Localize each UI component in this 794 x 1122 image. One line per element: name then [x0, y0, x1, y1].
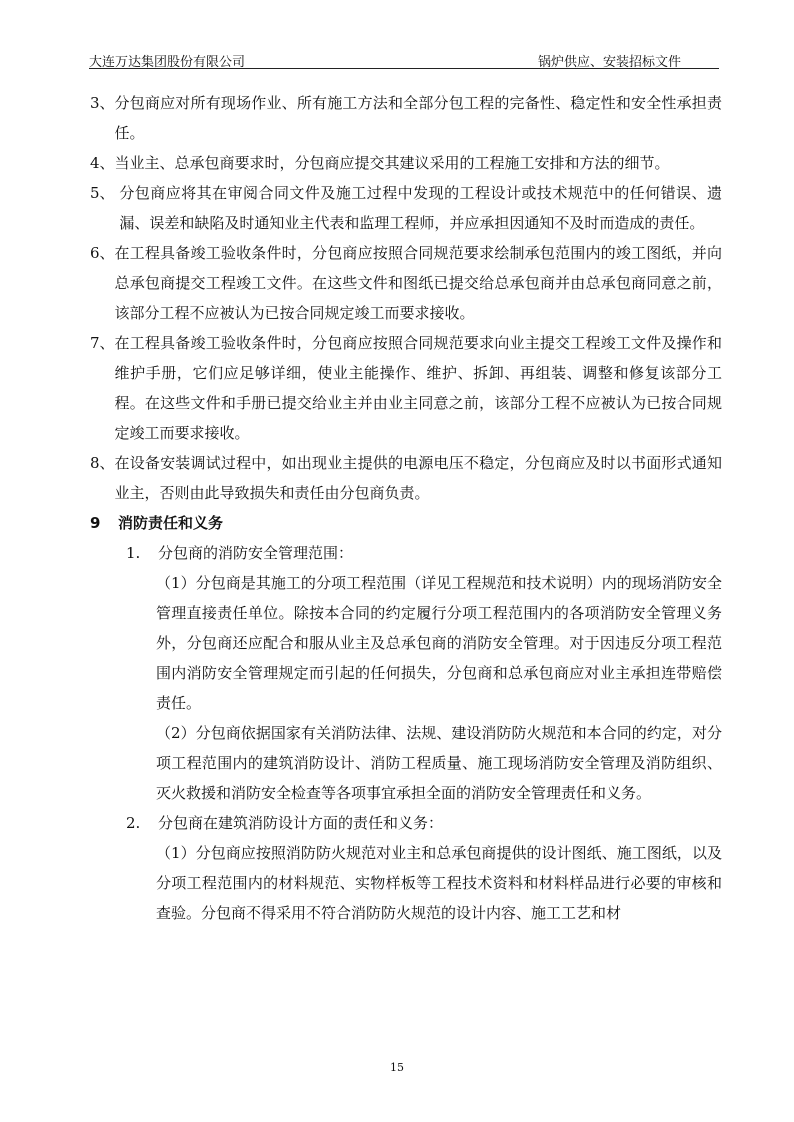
list-item	[90, 448, 722, 508]
item-text: 在工程具备竣工验收条件时，分包商应按照合同规范要求向业主提交工程竣工文件及操作和维护手册，它们应足够详细，使业主能操作、维护、拆卸、再组装、调整和修复该部分工程。在这些文件和手册已提交给业主并由业主同意之前，该部分工程不应被认为已按合同规定竣工而要求接收。	[114, 334, 722, 442]
paragraph: （2）分包商依据国家有关消防法律、法规、建设消防防火规范和本合同的约定，对分项工程范围内的建筑消防设计、消防工程质量、施工现场消防安全管理及消防组织、灭火救援和消防安全检查等各项事宜承担全面的消防安全管理责任和义务。	[156, 724, 722, 802]
item-text: 分包商应将其在审阅合同文件及施工过程中发现的工程设计或技术规范中的任何错误、遗漏、误差和缺陷及时通知业主代表和监理工程师，并应承担因通知不及时而造成的责任。	[119, 184, 722, 232]
item-number: 6、	[90, 244, 115, 262]
item-text: 分包商应对所有现场作业、所有施工方法和全部分包工程的完备性、稳定性和安全性承担责任。	[114, 94, 722, 142]
item-number: 8、	[90, 454, 115, 472]
header-divider	[89, 68, 719, 69]
section-heading	[90, 508, 722, 538]
paragraph: （1）分包商应按照消防防火规范对业主和总承包商提供的设计图纸、施工图纸，以及分项工程范围内的材料规范、实物样板等工程技术资料和材料样品进行必要的审核和查验。分包商不得采用不符合消防防火规范的设计内容、施工工艺和材	[156, 844, 722, 922]
page-number: 15	[390, 1061, 404, 1074]
section-title: 消防责任和义务	[118, 514, 224, 532]
item-number: 5、	[90, 184, 120, 202]
list-item	[90, 148, 722, 178]
list-item	[90, 328, 722, 448]
list-item	[90, 238, 722, 328]
company-name: 大连万达集团股份有限公司	[89, 55, 246, 70]
subsection-number: 2.	[126, 814, 141, 832]
item-text: 在工程具备竣工验收条件时，分包商应按照合同规范要求绘制承包范围内的竣工图纸，并向总承包商提交工程竣工文件。在这些文件和图纸已提交给总承包商并由总承包商同意之前，该部分工程不应被认为已按合同规定竣工而要求接收。	[114, 244, 722, 322]
list-item	[90, 88, 722, 148]
subsection-heading	[126, 808, 722, 838]
subsection-heading	[126, 538, 722, 568]
item-number: 3、	[90, 94, 115, 112]
subsection-title: 分包商的消防安全管理范围：	[158, 544, 354, 562]
paragraph: （1）分包商是其施工的分项工程范围（详见工程规范和技术说明）内的现场消防安全管理直接责任单位。除按本合同的约定履行分项工程范围内的各项消防安全管理义务外，分包商还应配合和服从业主及总承包商的消防安全管理。对于因违反分项工程范围内消防安全管理规定而引起的任何损失，分包商和总承包商应对业主承担连带赔偿责任。	[156, 574, 722, 712]
page-body	[90, 88, 722, 928]
item-text: 当业主、总承包商要求时，分包商应提交其建议采用的工程施工安排和方法的细节。	[114, 154, 670, 172]
item-number: 4、	[90, 154, 115, 172]
subsection-number: 1.	[126, 544, 141, 562]
subsection-title: 分包商在建筑消防设计方面的责任和义务：	[158, 814, 444, 832]
item-text: 在设备安装调试过程中，如出现业主提供的电源电压不稳定，分包商应及时以书面形式通知业主，否则由此导致损失和责任由分包商负责。	[114, 454, 722, 502]
document-title: 锅炉供应、安装招标文件	[537, 55, 681, 70]
list-item	[90, 178, 722, 238]
section-number: 9	[90, 514, 101, 532]
item-number: 7、	[90, 334, 115, 352]
